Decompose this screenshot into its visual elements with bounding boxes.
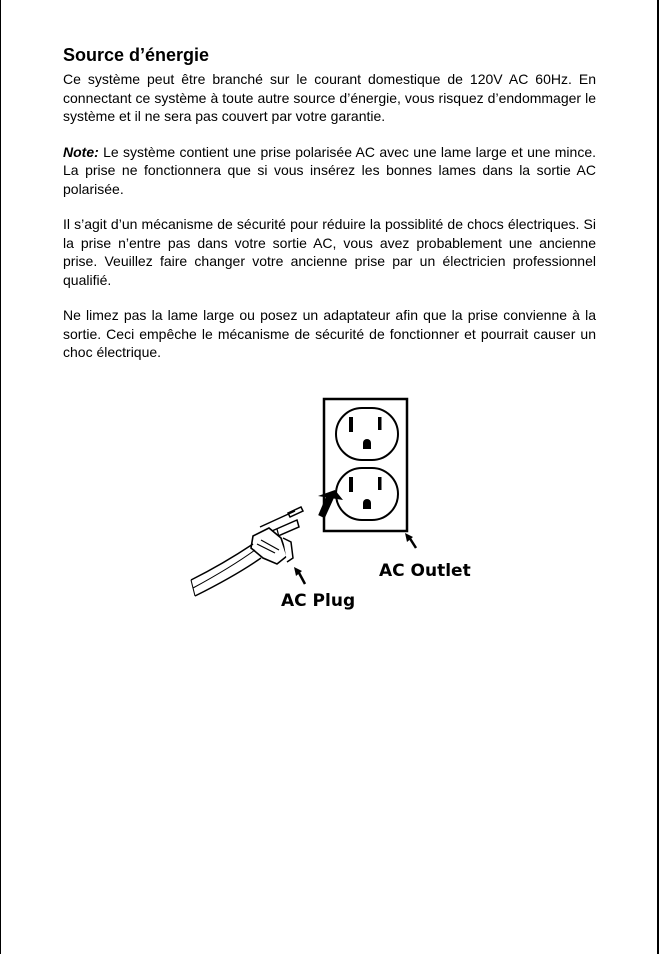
ac-outlet-label: AC Outlet — [379, 561, 471, 581]
paragraph-power-supply: Ce système peut être branché sur le courant domestique de 120V AC 60Hz. En connectant ce système à toute autre source d’énergie, vous risquez d’endommager le système et il ne sera pas couvert par votre garantie. — [63, 71, 596, 124]
note-text: Le système contient une prise polarisée AC avec une lame large et une mince. La prise ne fonctionnera que si vous insérez les bonnes lames dans la sortie AC polarisée. — [63, 143, 596, 197]
paragraph-safety: Il s’agit d’un mécanisme de sécurité pour réduire la possiblité de chocs électriques. Si la prise n’entre pas dans votre sortie AC, vous avez probablement une ancienne prise. Veuillez faire changer votre ancienne prise par un électricien professionnel qualifié. — [63, 216, 596, 288]
plug-outlet-illustration — [183, 396, 483, 620]
receptacle-bottom — [336, 468, 398, 520]
ground-hole-bottom — [363, 499, 371, 509]
paragraph-note — [63, 143, 596, 199]
note-label: Note: — [63, 143, 99, 160]
cord-line-2 — [195, 558, 261, 596]
slot-narrow-bottom — [378, 477, 382, 490]
page-border-left — [0, 0, 1, 954]
slot-wide-bottom — [349, 477, 353, 492]
document-body — [63, 44, 596, 379]
paragraph-warning: Ne limez pas la lame large ou posez un adaptateur afin que la prise convienne à la sortie. Ceci empêche le mécanisme de sécurité de fonctionner et pourrait causer un choc électrique. — [63, 307, 596, 360]
plug-prong-top — [288, 507, 303, 517]
illustration-graphic — [183, 396, 483, 620]
ac-plug-label: AC Plug — [281, 591, 356, 611]
section-title: Source d’énergie — [63, 45, 210, 65]
slot-narrow-top — [378, 417, 382, 430]
cord-line-1 — [191, 544, 253, 580]
ground-hole-top — [363, 439, 371, 449]
receptacle-top — [336, 408, 398, 460]
slot-wide-top — [349, 417, 353, 432]
